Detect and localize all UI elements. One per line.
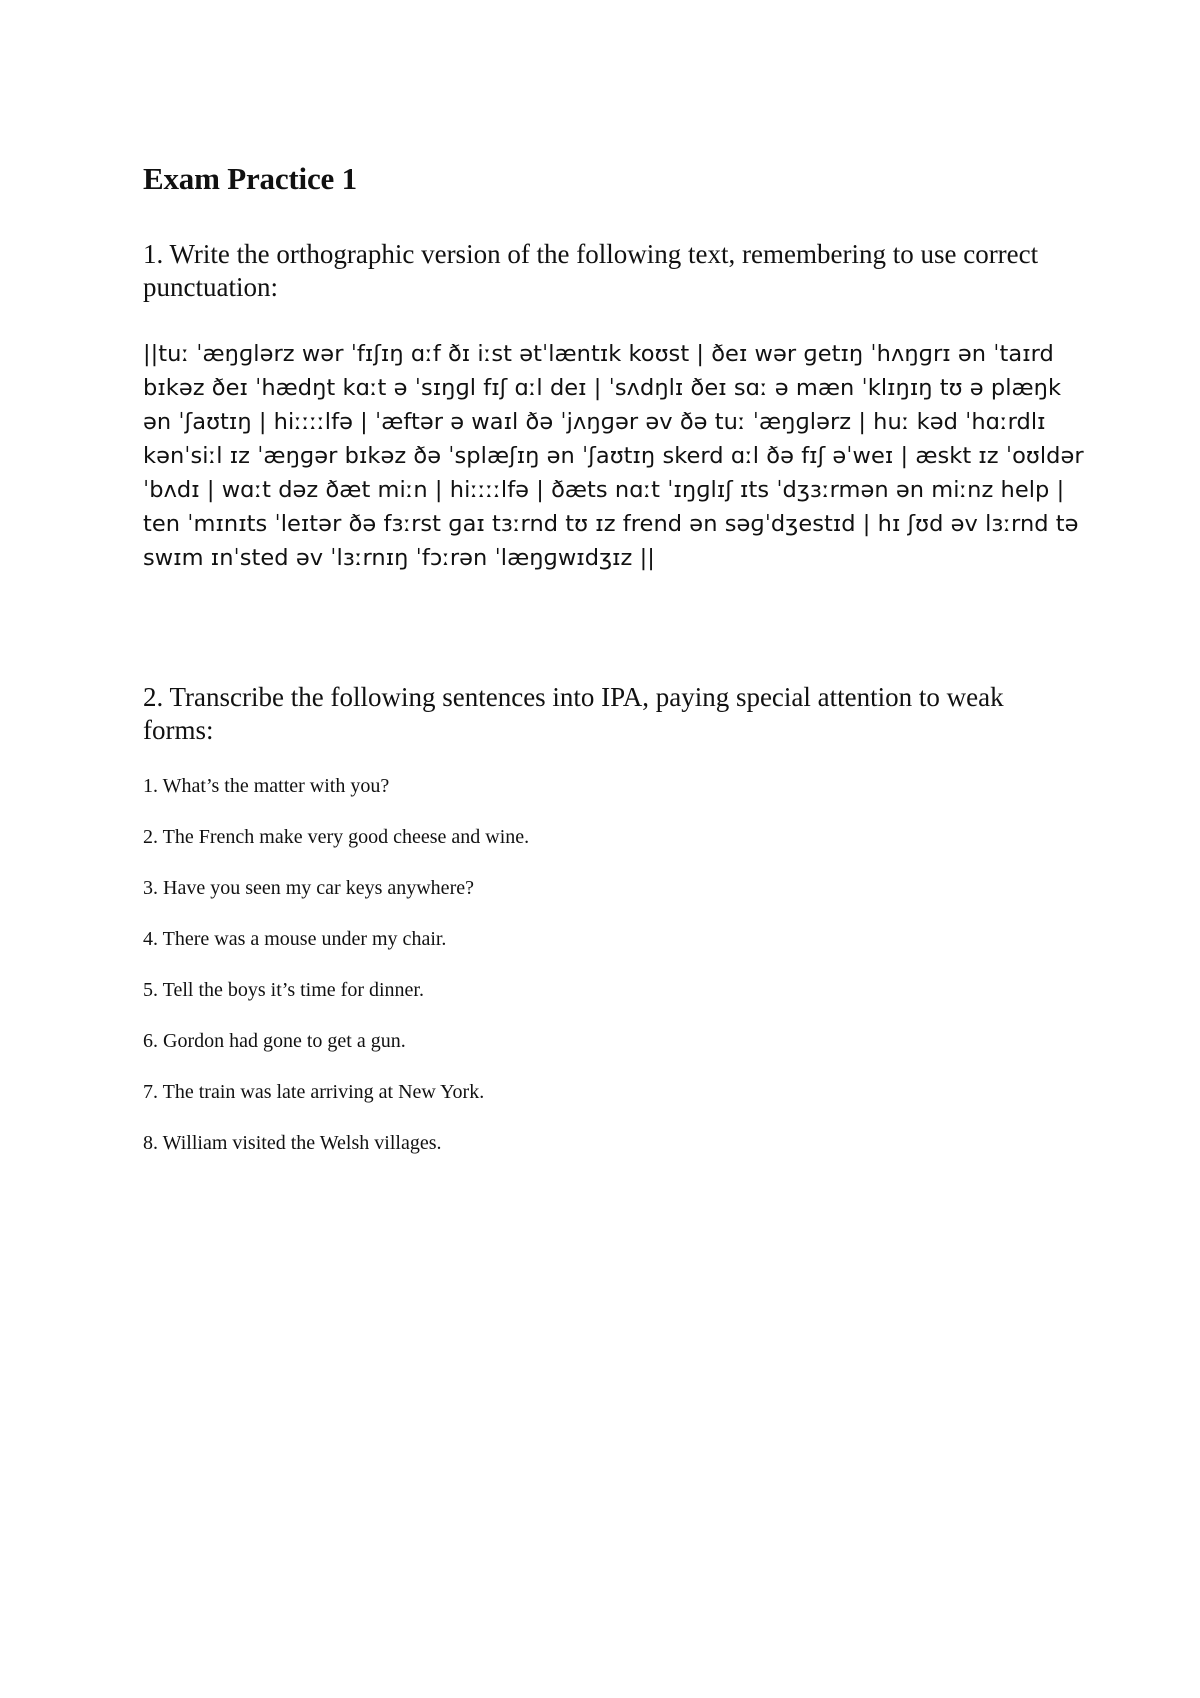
ipa-transcription-text: [143, 337, 1084, 575]
sentence-item: 6. Gordon had gone to get a gun.: [143, 1030, 406, 1052]
ipa-line: ˈbʌdɪ | wɑːt dəz ðæt miːn | hiːːːːlfə | ðæts nɑːt ˈɪŋɡlɪʃ ɪts ˈdʒɜːrmən ən miːnz help |: [143, 477, 1065, 503]
ipa-line: kənˈsiːl ɪz ˈæŋɡər bɪkəz ðə ˈsplæʃɪŋ ən ˈʃaʊtɪŋ skerd ɑːl ðə fɪʃ əˈweɪ | æskt ɪz ˈoʊldər: [143, 443, 1084, 469]
sentence-item: 1. What’s the matter with you?: [143, 775, 390, 797]
sentence-item: 7. The train was late arriving at New York.: [143, 1081, 485, 1103]
sentence-item: 5. Tell the boys it’s time for dinner.: [143, 979, 424, 1001]
question-1-prompt: 1. Write the orthographic version of the following text, remembering to use correct punctuation:: [143, 239, 1039, 302]
sentence-list: [143, 773, 1043, 1181]
sentence-item: 3. Have you seen my car keys anywhere?: [143, 877, 474, 899]
ipa-line: ten ˈmɪnɪts ˈleɪtər ðə fɜːrst ɡaɪ tɜːrnd tʊ ɪz frend ən səɡˈdʒestɪd | hɪ ʃʊd əv lɜːrnd tə: [143, 511, 1079, 537]
ipa-line: swɪm ɪnˈsted əv ˈlɜːrnɪŋ ˈfɔːrən ˈlæŋɡwɪdʒɪz ||: [143, 545, 655, 571]
question-2-prompt: 2. Transcribe the following sentences into IPA, paying special attention to weak forms:: [143, 682, 1004, 745]
sentence-item: 2. The French make very good cheese and wine.: [143, 826, 530, 848]
page-title: Exam Practice 1: [143, 160, 357, 196]
ipa-line: bɪkəz ðeɪ ˈhædŋt kɑːt ə ˈsɪŋɡl fɪʃ ɑːl deɪ | ˈsʌdŋlɪ ðeɪ sɑː ə mæn ˈklɪŋɪŋ tʊ ə plæŋk: [143, 375, 1062, 401]
sentence-item: 8. William visited the Welsh villages.: [143, 1132, 442, 1154]
ipa-line: ən ˈʃaʊtɪŋ | hiːːːːlfə | ˈæftər ə waɪl ðə ˈjʌŋɡər əv ðə tuː ˈæŋɡlərz | huː kəd ˈhɑːrdlɪ: [143, 409, 1046, 435]
sentence-item: 4. There was a mouse under my chair.: [143, 928, 447, 950]
ipa-line: ||tuː ˈæŋɡlərz wər ˈfɪʃɪŋ ɑːf ðɪ iːst ətˈlæntɪk koʊst | ðeɪ wər ɡetɪŋ ˈhʌŋɡrɪ ən ˈtaɪrd: [143, 341, 1054, 367]
